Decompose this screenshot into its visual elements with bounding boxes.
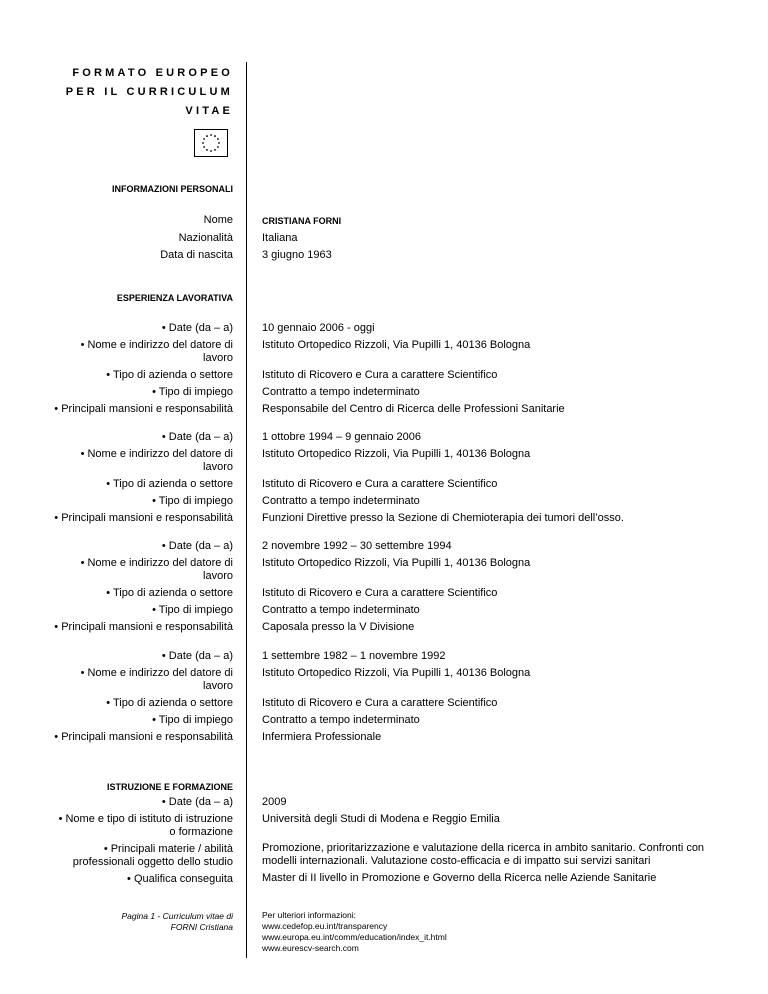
footer-page-line-2: FORNI Cristiana <box>170 922 233 932</box>
work-duties-value: Infermiera Professionale <box>262 731 382 743</box>
work-dates-value: 1 settembre 1982 – 1 novembre 1992 <box>262 650 446 662</box>
footer-links <box>262 910 447 954</box>
work-dates-label: • Date (da – a) <box>161 322 233 334</box>
work-dates-value: 10 gennaio 2006 - oggi <box>262 322 375 334</box>
edu-institute-label: • Nome e tipo di istituto di istruzione <box>58 813 233 825</box>
work-employer-label: • Nome e indirizzo del datore di <box>80 339 233 351</box>
work-employer-label-cont: lavoro <box>203 680 233 692</box>
edu-qualification-value: Master di II livello in Promozione e Governo della Ricerca nelle Aziende Sanitarie <box>262 872 657 884</box>
work-jobtype-value: Contratto a tempo indeterminato <box>262 604 420 616</box>
cv-title-line-3: VITAE <box>185 105 233 117</box>
name-label: Nome <box>203 214 233 226</box>
work-dates-label: • Date (da – a) <box>161 431 233 443</box>
work-employer-value: Istituto Ortopedico Rizzoli, Via Pupilli 1, 40136 Bologna <box>262 667 531 679</box>
work-employer-label-cont: lavoro <box>203 461 233 473</box>
eu-flag-star <box>206 135 208 137</box>
eu-flag-star <box>214 135 216 137</box>
footer-link-1[interactable]: www.cedefop.eu.int/transparency <box>262 921 388 931</box>
work-jobtype-label: • Tipo di impiego <box>152 714 233 726</box>
work-jobtype-value: Contratto a tempo indeterminato <box>262 495 420 507</box>
work-employer-label-cont: lavoro <box>203 352 233 364</box>
work-duties-label: • Principali mansioni e responsabilità <box>54 731 233 743</box>
eu-flag-star <box>210 150 212 152</box>
eu-flag-icon <box>194 129 228 157</box>
work-jobtype-value: Contratto a tempo indeterminato <box>262 386 420 398</box>
eu-flag-star <box>203 146 205 148</box>
work-dates-value: 1 ottobre 1994 – 9 gennaio 2006 <box>262 431 422 443</box>
work-employer-value: Istituto Ortopedico Rizzoli, Via Pupilli 1, 40136 Bologna <box>262 557 531 569</box>
eu-flag-star <box>217 146 219 148</box>
work-jobtype-label: • Tipo di impiego <box>152 495 233 507</box>
eu-flag-star <box>218 142 220 144</box>
cv-title-line-1: FORMATO EUROPEO <box>72 67 233 79</box>
eu-flag-star <box>217 138 219 140</box>
section-work-heading: ESPERIENZA LAVORATIVA <box>116 293 233 303</box>
work-employer-label-cont: lavoro <box>203 570 233 582</box>
work-duties-label: • Principali mansioni e responsabilità <box>54 403 233 415</box>
cv-title-line-2: PER IL CURRICULUM <box>65 86 233 98</box>
work-sector-label: • Tipo di azienda o settore <box>106 697 233 709</box>
edu-institute-label-cont: o formazione <box>169 826 233 838</box>
work-sector-label: • Tipo di azienda o settore <box>106 478 233 490</box>
edu-subjects-value: Promozione, prioritarizzazione e valutazione della ricerca in ambito sanitario. Confronti con <box>262 842 705 854</box>
work-sector-value: Istituto di Ricovero e Cura a carattere Scientifico <box>262 587 498 599</box>
section-education-heading: ISTRUZIONE E FORMAZIONE <box>107 782 233 792</box>
work-dates-value: 2 novembre 1992 – 30 settembre 1994 <box>262 540 452 552</box>
name-value: CRISTIANA FORNI <box>262 216 342 226</box>
work-sector-label: • Tipo di azienda o settore <box>106 587 233 599</box>
work-sector-label: • Tipo di azienda o settore <box>106 369 233 381</box>
eu-flag-star <box>203 138 205 140</box>
work-dates-label: • Date (da – a) <box>161 650 233 662</box>
work-duties-value: Responsabile del Centro di Ricerca delle Professioni Sanitarie <box>262 403 565 415</box>
birth-label: Data di nascita <box>160 249 233 261</box>
work-sector-value: Istituto di Ricovero e Cura a carattere Scientifico <box>262 478 498 490</box>
nationality-label: Nazionalità <box>178 232 233 244</box>
edu-dates-value: 2009 <box>262 796 287 808</box>
work-employer-label: • Nome e indirizzo del datore di <box>80 448 233 460</box>
work-duties-value: Caposala presso la V Divisione <box>262 621 415 633</box>
eu-flag-star <box>202 142 204 144</box>
birth-value: 3 giugno 1963 <box>262 249 332 261</box>
footer-link-2[interactable]: www.europa.eu.int/comm/education/index_it.html <box>262 932 447 942</box>
work-duties-value: Funzioni Direttive presso la Sezione di Chemioterapia dei tumori dell’osso. <box>262 512 624 524</box>
edu-qualification-label: • Qualifica conseguita <box>127 873 233 885</box>
edu-institute-value: Università degli Studi di Modena e Reggio Emilia <box>262 813 500 825</box>
work-sector-value: Istituto di Ricovero e Cura a carattere Scientifico <box>262 369 498 381</box>
column-divider <box>246 62 247 958</box>
footer-page-line-1: Pagina 1 - Curriculum vitae di <box>121 911 233 921</box>
eu-flag-star <box>206 149 208 151</box>
work-sector-value: Istituto di Ricovero e Cura a carattere Scientifico <box>262 697 498 709</box>
section-personal-heading: INFORMAZIONI PERSONALI <box>112 184 233 194</box>
work-duties-label: • Principali mansioni e responsabilità <box>54 621 233 633</box>
work-jobtype-value: Contratto a tempo indeterminato <box>262 714 420 726</box>
work-dates-label: • Date (da – a) <box>161 540 233 552</box>
edu-subjects-label-cont: professionali oggetto dello studio <box>72 856 233 868</box>
edu-subjects-value-cont: modelli internazionali. Valutazione costo-efficacia e di impatto sui servizi sanitari <box>262 855 651 867</box>
nationality-value: Italiana <box>262 232 298 244</box>
footer-link-3[interactable]: www.eurescv-search.com <box>262 943 359 953</box>
work-duties-label: • Principali mansioni e responsabilità <box>54 512 233 524</box>
work-employer-label: • Nome e indirizzo del datore di <box>80 667 233 679</box>
work-employer-value: Istituto Ortopedico Rizzoli, Via Pupilli 1, 40136 Bologna <box>262 339 531 351</box>
footer-page-info <box>122 911 234 933</box>
work-jobtype-label: • Tipo di impiego <box>152 604 233 616</box>
work-employer-label: • Nome e indirizzo del datore di <box>80 557 233 569</box>
edu-subjects-label: • Principali materie / abilità <box>103 843 233 855</box>
work-employer-value: Istituto Ortopedico Rizzoli, Via Pupilli 1, 40136 Bologna <box>262 448 531 460</box>
eu-flag-star <box>214 149 216 151</box>
work-jobtype-label: • Tipo di impiego <box>152 386 233 398</box>
eu-flag-star <box>210 134 212 136</box>
footer-info-title: Per ulteriori informazioni: <box>262 910 357 920</box>
edu-dates-label: • Date (da – a) <box>161 796 233 808</box>
